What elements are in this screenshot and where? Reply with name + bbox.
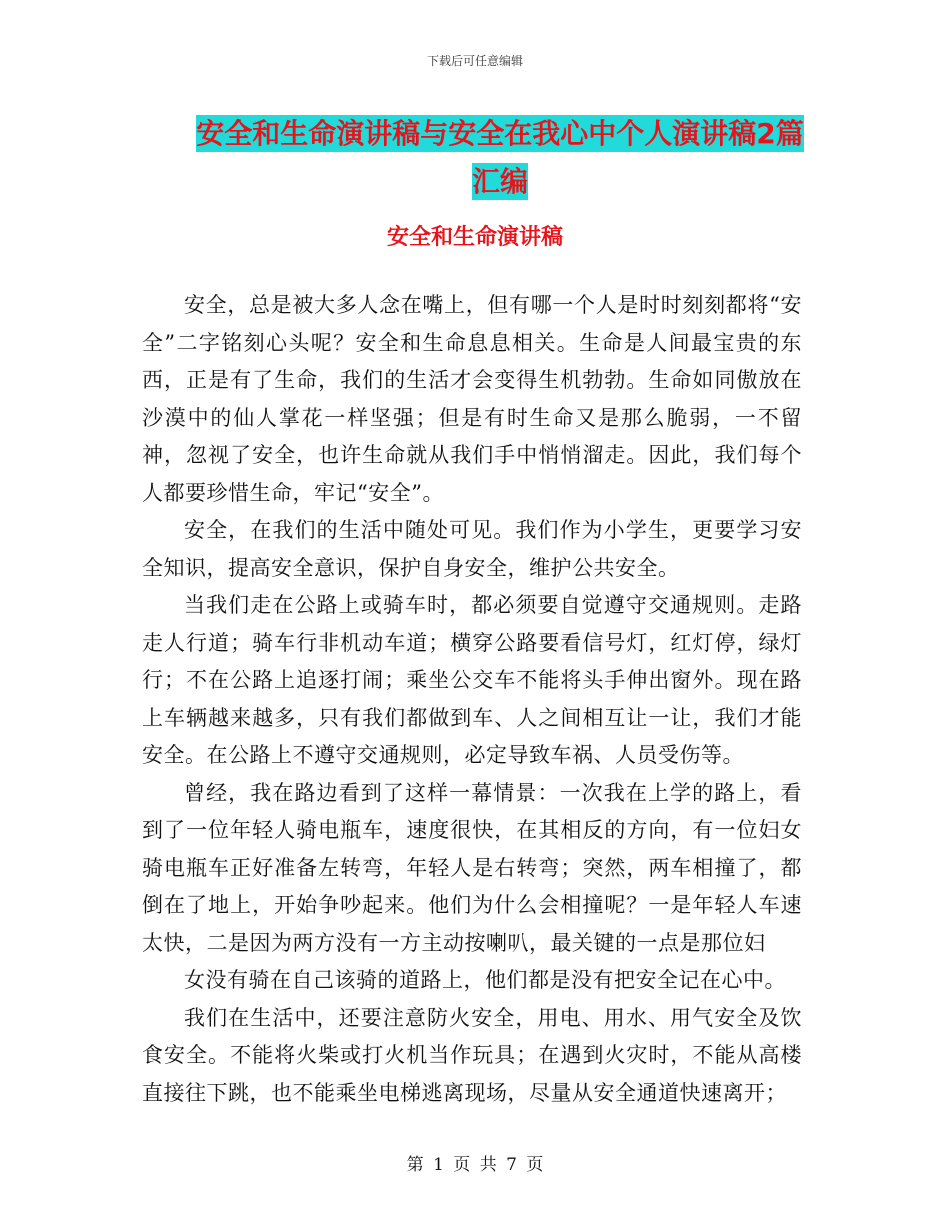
footer-label-after: 页 [526, 1155, 544, 1175]
total-pages: 7 [506, 1155, 517, 1175]
footer-label-mid: 页 共 [453, 1155, 497, 1175]
document-title-text: 安全和生命演讲稿与安全在我心中个人演讲稿2篇汇编 [196, 117, 804, 198]
page-number: 1 [433, 1155, 444, 1175]
paragraph: 曾经，我在路边看到了这样一幕情景：一次我在上学的路上，看到了一位年轻人骑电瓶车，速度很快，在其相反的方向，有一位妇女骑电瓶车正好准备左转弯，年轻人是右转弯；突然，两车相撞了，都倒在了地上，开始争吵起来。他们为什么会相撞呢？一是年轻人车速太快，二是因为两方没有一方主动按喇叭，最关键的一点是那位妇 [142, 780, 802, 955]
paragraph: 安全，在我们的生活中随处可见。我们作为小学生，更要学习安全知识，提高安全意识，保护自身安全，维护公共安全。 [142, 518, 802, 580]
document-title [195, 110, 805, 206]
paragraph: 女没有骑在自己该骑的道路上，他们都是没有把安全记在心中。 [184, 968, 786, 992]
section-title: 安全和生命演讲稿 [386, 225, 563, 250]
paragraph: 我们在生活中，还要注意防火安全，用电、用水、用气安全及饮食安全。不能将火柴或打火机当作玩具；在遇到火灾时，不能从高楼直接往下跳，也不能乘坐电梯逃离现场，尽量从安全通道快速离开； [142, 1005, 802, 1105]
body-text [142, 287, 802, 1112]
paragraph: 当我们走在公路上或骑车时，都必须要自觉遵守交通规则。走路走人行道；骑车行非机动车道；横穿公路要看信号灯，红灯停，绿灯行；不在公路上追逐打闹；乘坐公交车不能将头手伸出窗外。现在路上车辆越来越多，只有我们都做到车、人之间相互让一让，我们才能安全。在公路上不遵守交通规则，必定导致车祸、人员受伤等。 [142, 593, 802, 767]
header-note: 下载后可任意编辑 [426, 54, 523, 68]
page-footer [0, 1150, 950, 1175]
paragraph: 安全，总是被大多人念在嘴上，但有哪一个人是时时刻刻都将“安全”二字铭刻心头呢？安全和生命息息相关。生命是人间最宝贵的东西，正是有了生命，我们的生活才会变得生机勃勃。生命如同傲放在沙漠中的仙人掌花一样坚强；但是有时生命又是那么脆弱，一不留神，忽视了安全，也许生命就从我们手中悄悄溜走。因此，我们每个人都要珍惜生命，牢记“安全”。 [142, 293, 802, 505]
footer-label-before: 第 [406, 1155, 424, 1175]
